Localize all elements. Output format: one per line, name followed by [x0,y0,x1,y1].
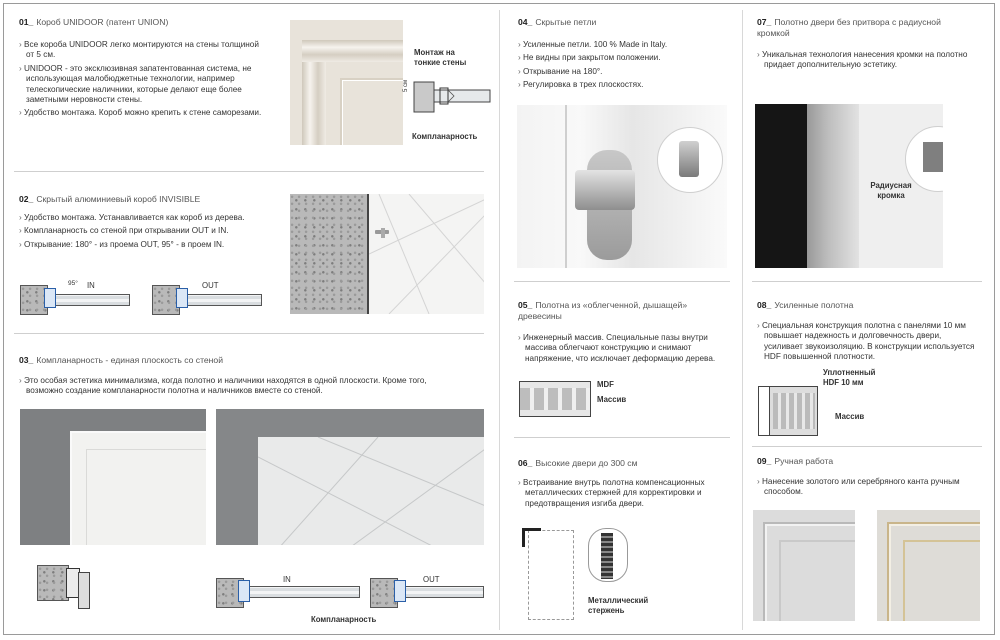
section-05-bullets [518,333,733,367]
section-04-bullet: › Регулировка в трех плоскостях. [518,80,733,90]
door-leaf-03c [398,586,484,598]
gold-edge-photo [877,510,980,621]
door-leaf-in [46,294,130,306]
section-07-number: 07_ [757,17,772,27]
engineered-wood-diagram [519,381,591,417]
section-08-bullet: › Специальная конструкция полотна с панелями 10 мм повышает надежность и долговечность двери, усиливает звукоизоляцию. В конструкции используется HDF повышенной плотности. [757,321,977,363]
section-05-bullet: › Инженерный массив. Специальные пазы внутри массива облегчают конструкцию и снимают напряжение, что исключает деформацию дерева. [518,333,733,364]
label-metal-rod: Металлический стержень [588,596,649,615]
section-divider [514,281,730,282]
section-09-bullet: › Нанесение золотого или серебряного канта ручным способом. [757,477,972,498]
section-05-header [518,300,728,321]
section-divider [14,171,484,172]
section-05-number: 05_ [518,300,533,310]
section-04-bullet: › Открывание на 180°. [518,67,733,77]
section-08-header [757,300,853,310]
section-08-number: 08_ [757,300,772,310]
door-line-pattern-2 [258,437,484,545]
label-coplanarity-01: Компланарность [412,132,478,141]
column-divider-2 [742,10,743,630]
label-in-03: IN [283,575,291,584]
section-08-title: Усиленные полотна [774,300,854,310]
section-03-header [19,355,223,365]
section-01-number: 01_ [19,17,34,27]
label-angle-95: 95° [68,280,78,287]
door-leaf-03b [244,586,360,598]
label-in-02: IN [87,281,95,290]
label-massiv-08: Массив [835,412,865,421]
section-09-title: Ручная работа [774,456,834,466]
section-04-bullet: › Усиленные петли. 100 % Made in Italy. [518,40,733,50]
section-07-header [757,17,957,38]
section-02-bullet: › Открывание: 180° - из проема OUT, 95° - в проем IN. [19,240,279,250]
section-07-title: Полотно двери без притвора с радиусной кромкой [757,17,941,38]
frame-profile-03c [394,580,406,602]
section-01-header [19,17,168,27]
section-09-header [757,456,833,466]
section-03-bullets [19,376,459,400]
section-03-title: Компланарность - единая плоскость со стеной [36,355,224,365]
invisible-door-photo [367,194,484,314]
reinforced-leaf-diagram [758,386,818,436]
section-06-bullet: › Встраивание внутрь полотна компенсационных металлических стержней для корректировки и предотвращения изгиба двери. [518,478,733,509]
section-06-bullets [518,478,733,512]
frame-profile-03b [238,580,250,602]
section-04-number: 04_ [518,17,533,27]
section-01-title: Короб UNIDOOR (патент UNION) [36,17,169,27]
section-divider [752,281,982,282]
door-line-pattern [369,194,484,314]
section-09-number: 09_ [757,456,772,466]
frame-profile-out [176,288,188,308]
section-06-number: 06_ [518,458,533,468]
section-09-bullets [757,477,972,501]
section-02-header [19,194,200,204]
label-massiv-05: Массив [597,395,627,404]
section-02-bullet: › Удобство монтажа. Устанавливается как короб из дерева. [19,213,279,223]
door-leaf-out [178,294,262,306]
door-jamb-03a [78,572,90,609]
label-mdf: MDF [597,380,614,389]
flush-door-photo-left [20,409,206,545]
section-divider [514,437,730,438]
section-03-bullet: › Это особая эстетика минимализма, когда полотно и наличники находятся в одной плоскости. Кроме того, возможно создание компланарности полотна и наличников вместе со стеной. [19,376,459,397]
wall-block-03a [37,565,69,601]
section-04-header [518,17,596,27]
label-out-03: OUT [423,575,440,584]
label-mount-thin-walls: Монтаж на тонкие стены [414,48,467,67]
section-divider [14,333,484,334]
section-02-title: Скрытый алюминиевый короб INVISIBLE [36,194,201,204]
section-05-title: Полотна из «облегченной, дышащей» древесины [518,300,688,321]
section-01-bullet: › UNIDOOR - это эксклюзивная запатентованная система, не использующая малобюджетные технологии, например телескопические наличники, которые делают еще более заметными неровности стены. [19,64,269,106]
label-out-02: OUT [202,281,219,290]
label-radius-edge: Радиусная кромка [870,181,912,200]
door-corner-marker [522,528,541,547]
section-01-bullets [19,40,269,122]
section-02-bullet: › Компланарность со стеной при открывании OUT и IN. [19,226,279,236]
section-01-bullet: › Удобство монтажа. Короб можно крепить к стене саморезами. [19,108,269,118]
section-03-number: 03_ [19,355,34,365]
section-02-bullets [19,213,279,253]
section-04-bullet: › Не видны при закрытом положении. [518,53,733,63]
section-06-title: Высокие двери до 300 см [535,458,638,468]
label-5cm: 5 см [403,79,409,92]
section-07-bullet: › Уникальная технология нанесения кромки на полотно придает дополнительную эстетику. [757,50,972,71]
section-04-bullets [518,40,733,94]
thin-wall-section-diagram [412,78,492,118]
section-08-bullets [757,321,977,366]
section-divider [752,446,982,447]
section-06-header [518,458,638,468]
hidden-hinge-photo [517,105,727,268]
label-hdf: Уплотненный HDF 10 мм [823,368,876,387]
concrete-wall-photo [290,194,367,314]
frame-profile-in [44,288,56,308]
section-02-number: 02_ [19,194,34,204]
section-04-title: Скрытые петли [535,17,597,27]
door-frame-photo [290,20,403,145]
section-07-bullets [757,50,972,74]
label-coplanarity-03: Компланарность [311,615,377,624]
silver-edge-photo [753,510,855,621]
metal-rod-detail [588,528,628,582]
flush-door-photo-right [216,409,484,545]
section-01-bullet: › Все короба UNIDOOR легко монтируются на стены толщиной от 5 см. [19,40,269,61]
radius-edge-photo [755,104,943,268]
column-divider-1 [499,10,500,630]
